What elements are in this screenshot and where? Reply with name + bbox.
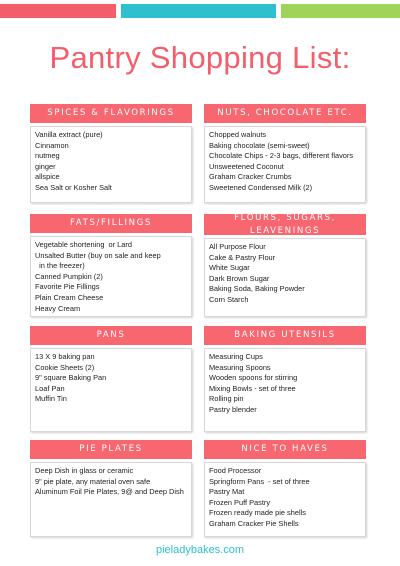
top-color-bar-teal xyxy=(121,4,276,18)
section-pans xyxy=(30,326,192,432)
list-item: Rolling pin xyxy=(209,394,244,404)
list-item: Chocolate Chips - 2-3 bags, different flavors xyxy=(209,151,354,161)
list-item: 9" square Baking Pan xyxy=(35,373,107,383)
list-item: Unsweetened Coconut xyxy=(209,161,284,171)
list-item: allspice xyxy=(35,172,60,182)
page-title: Pantry Shopping List: xyxy=(49,40,351,75)
section-heading: PANS xyxy=(30,326,192,345)
list-item: Measuring Spoons xyxy=(209,362,271,372)
list-item: Frozen ready made pie shells xyxy=(209,508,306,518)
section-pie-plates xyxy=(30,440,192,537)
list-item: Vegetable shortening or Lard xyxy=(35,240,132,249)
list-item: in the freezer) xyxy=(35,261,85,271)
section-heading: FATS/FILLINGS xyxy=(30,214,192,233)
list-item: ginger xyxy=(35,161,56,171)
section-nice-to-haves xyxy=(204,440,366,537)
list-item: Favorite Pie Fillings xyxy=(35,282,100,292)
list-item: Graham Cracker Crumbs xyxy=(209,172,292,182)
list-item: Deep Dish in glass or ceramic xyxy=(35,466,134,475)
list-item: Mixing Bowls - set of three xyxy=(209,383,296,393)
list-item: Cookie Sheets (2) xyxy=(35,362,95,372)
list-item: Food Processor xyxy=(209,466,262,475)
list-item: Aluminum Foil Pie Plates, 9@ and Deep Dish xyxy=(35,487,184,497)
section-heading: PIE PLATES xyxy=(30,440,192,459)
top-color-bar-pink xyxy=(0,4,116,18)
list-item: 9" pie plate, any material oven safe xyxy=(35,476,151,486)
list-item: Wooden spoons for stirring xyxy=(209,373,298,383)
list-item: Sea Salt or Kosher Salt xyxy=(35,182,112,192)
section-spices xyxy=(30,104,192,203)
list-item: nutmeg xyxy=(35,151,60,161)
item-list xyxy=(204,126,366,203)
section-heading: NUTS, CHOCOLATE ETC. xyxy=(204,104,366,123)
section-heading: NICE TO HAVES xyxy=(204,440,366,459)
list-item: Springform Pans - set of three xyxy=(209,476,310,486)
top-color-bar-green xyxy=(281,4,400,18)
list-item: 13 X 9 baking pan xyxy=(35,352,95,361)
list-item: Measuring Cups xyxy=(209,352,263,361)
list-item: Chopped walnuts xyxy=(209,130,267,139)
section-flours xyxy=(204,214,366,317)
list-item: Plain Cream Cheese xyxy=(35,292,104,302)
footer-site-url[interactable]: pieladybakes.com xyxy=(155,544,245,556)
list-item: Baking chocolate (semi-sweet) xyxy=(209,140,310,150)
section-nuts xyxy=(204,104,366,203)
section-heading: BAKING UTENSILS xyxy=(204,326,366,345)
list-item: Corn Starch xyxy=(209,294,249,304)
list-item: White Sugar xyxy=(209,263,250,273)
list-item: Pastry blender xyxy=(209,404,257,414)
item-list xyxy=(30,462,192,537)
item-list xyxy=(204,348,366,432)
list-item: Heavy Cream xyxy=(35,303,81,313)
list-item: Baking Soda, Baking Powder xyxy=(209,284,305,294)
section-heading: FLOURS, SUGARS, LEAVENINGS xyxy=(204,214,366,235)
list-item: Vanilla extract (pure) xyxy=(35,130,103,139)
list-item: Dark Brown Sugar xyxy=(209,273,270,283)
list-item: Cake & Pastry Flour xyxy=(209,252,276,262)
list-item: Cinnamon xyxy=(35,140,69,150)
list-item: Graham Cracker Pie Shells xyxy=(209,518,299,528)
list-item: Canned Pumpkin (2) xyxy=(35,271,103,281)
item-list xyxy=(30,126,192,203)
section-utensils xyxy=(204,326,366,432)
item-list xyxy=(204,462,366,537)
list-item: Loaf Pan xyxy=(35,383,65,393)
list-item: All Purpose Flour xyxy=(209,242,266,251)
list-item: Sweetened Condensed Milk (2) xyxy=(209,182,313,192)
list-item: Frozen Puff Pastry xyxy=(209,497,271,507)
item-list xyxy=(30,348,192,432)
item-list xyxy=(204,238,366,317)
list-item: Muffin Tin xyxy=(35,394,67,404)
section-fats xyxy=(30,214,192,317)
list-item: Unsalted Butter (buy on sale and keep xyxy=(35,250,161,260)
section-heading: SPICES & FLAVORINGS xyxy=(30,104,192,123)
item-list xyxy=(30,236,192,317)
list-item: Pastry Mat xyxy=(209,487,245,497)
